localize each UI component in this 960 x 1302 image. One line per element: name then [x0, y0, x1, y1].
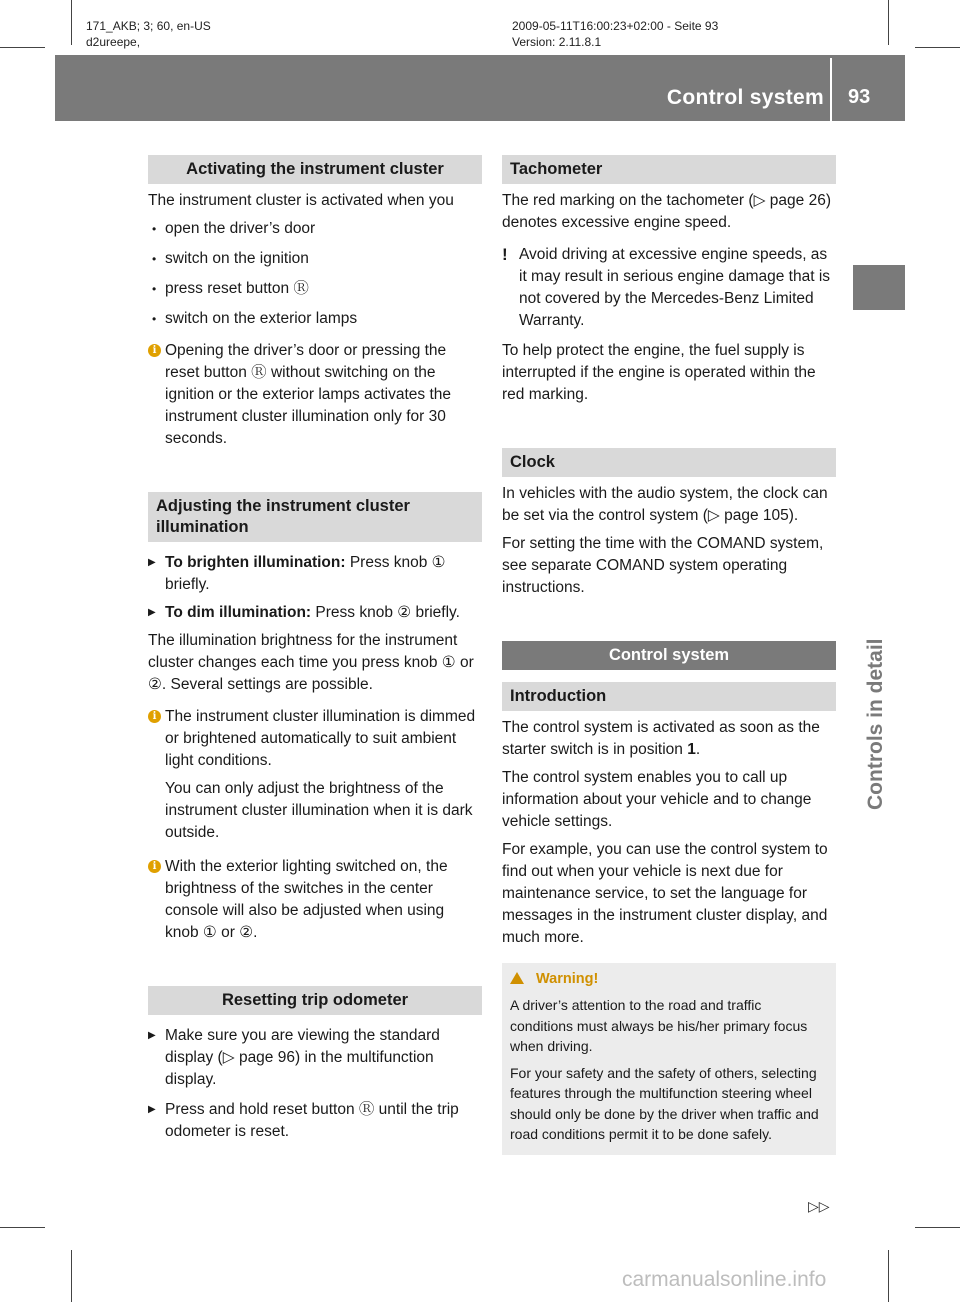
- continue-arrow-icon: ▷▷: [808, 1198, 830, 1214]
- paragraph: For example, you can use the control system to find out when your vehicle is next due for maintenance service, to set the language for messages in the instrument cluster display, and much more.: [502, 841, 828, 946]
- info-icon: i: [148, 710, 161, 723]
- side-tab-marker: [853, 265, 905, 310]
- watermark: carmanualsonline.info: [622, 1268, 827, 1291]
- list-item: ▶ Make sure you are viewing the standard display (▷ page 96) in the multifunction display.: [148, 1025, 482, 1091]
- paragraph: In vehicles with the audio system, the clock can be set via the control system (▷ page 105).: [502, 485, 828, 524]
- caution-note: ! Avoid driving at excessive engine speeds, as it may result in serious engine damage that is not covered by the Mercedes-Benz Limited Warranty.: [502, 245, 831, 329]
- list-item: • press reset button Ⓡ: [148, 278, 482, 300]
- chapter-heading: Control system: [502, 641, 836, 670]
- crop-mark: [0, 47, 45, 48]
- section-heading: Introduction: [502, 682, 836, 711]
- info-icon: i: [148, 860, 161, 873]
- meta-top-right: 2009-05-11T16:00:23+02:00 - Seite 93 Version: 2.11.8.1: [512, 19, 719, 49]
- meta-top-left: 171_AKB; 3; 60, en-US d2ureepe,: [86, 19, 211, 49]
- left-column: [148, 155, 482, 1143]
- section-heading: Resetting trip odometer: [148, 986, 482, 1015]
- right-column: [502, 155, 836, 1155]
- info-note: i With the exterior lighting switched on, the brightness of the switches in the center console will also be adjusted when using knob ① or ②.: [148, 856, 482, 944]
- warning-title: Warning!: [510, 969, 828, 989]
- section-heading: Tachometer: [502, 155, 836, 184]
- list-item: ▶ To dim illumination: Press knob ② briefly.: [148, 602, 482, 624]
- warning-text: For your safety and the safety of others, selecting features through the multifunction steering wheel should only be done by the driver when traffic and road conditions permit it to be done safely.: [510, 1064, 819, 1142]
- paragraph: To help protect the engine, the fuel supply is interrupted if the engine is operated within the red marking.: [502, 342, 816, 403]
- crop-mark: [915, 1227, 960, 1228]
- page-title: Control system: [666, 86, 824, 109]
- crop-mark: [888, 0, 889, 45]
- info-icon: i: [148, 344, 161, 357]
- crop-mark: [888, 1250, 889, 1302]
- crop-mark: [71, 0, 72, 45]
- crop-mark: [0, 1227, 45, 1228]
- paragraph: The illumination brightness for the instrument cluster changes each time you press knob ① or ②. Several settings are possible.: [148, 632, 474, 693]
- caution-icon: !: [502, 245, 508, 264]
- list-item: • switch on the exterior lamps: [148, 308, 482, 330]
- section-heading: Clock: [502, 448, 836, 477]
- paragraph: The control system enables you to call up information about your vehicle and to change vehicle settings.: [502, 769, 812, 830]
- section-heading: Adjusting the instrument cluster illumination: [148, 492, 482, 542]
- paragraph: For setting the time with the COMAND system, see separate COMAND system operating instructions.: [502, 535, 824, 596]
- list-item: • switch on the ignition: [148, 248, 482, 270]
- info-note: i The instrument cluster illumination is dimmed or brightened automatically to suit ambient light conditions. You can only adjust the brightness of the instrument cluster illumination when it is dark outside.: [148, 706, 482, 844]
- crop-mark: [71, 1250, 72, 1302]
- paragraph: The red marking on the tachometer (▷ page 26) denotes excessive engine speed.: [502, 192, 831, 231]
- list-item: • open the driver’s door: [148, 218, 482, 240]
- paragraph: The instrument cluster is activated when you: [148, 192, 454, 209]
- list-item: ▶ To brighten illumination: Press knob ① briefly.: [148, 552, 482, 596]
- warning-text: A driver’s attention to the road and traffic conditions must always be his/her primary focus when driving.: [510, 997, 808, 1054]
- crop-mark: [915, 47, 960, 48]
- paragraph: The control system is activated as soon as the starter switch is in position 1.: [502, 719, 820, 758]
- section-heading: Activating the instrument cluster: [148, 155, 482, 184]
- page-number: 93: [848, 86, 871, 108]
- warning-box: [502, 963, 836, 1155]
- warning-icon: [510, 972, 524, 984]
- list-item: ▶ Press and hold reset button Ⓡ until the trip odometer is reset.: [148, 1099, 482, 1143]
- info-note: i Opening the driver’s door or pressing the reset button Ⓡ without switching on the ignition or the exterior lamps activates the instrument cluster illumination only for 30 seconds.: [148, 340, 482, 450]
- side-tab-label: Controls in detail: [864, 638, 887, 810]
- header-divider: [830, 58, 832, 121]
